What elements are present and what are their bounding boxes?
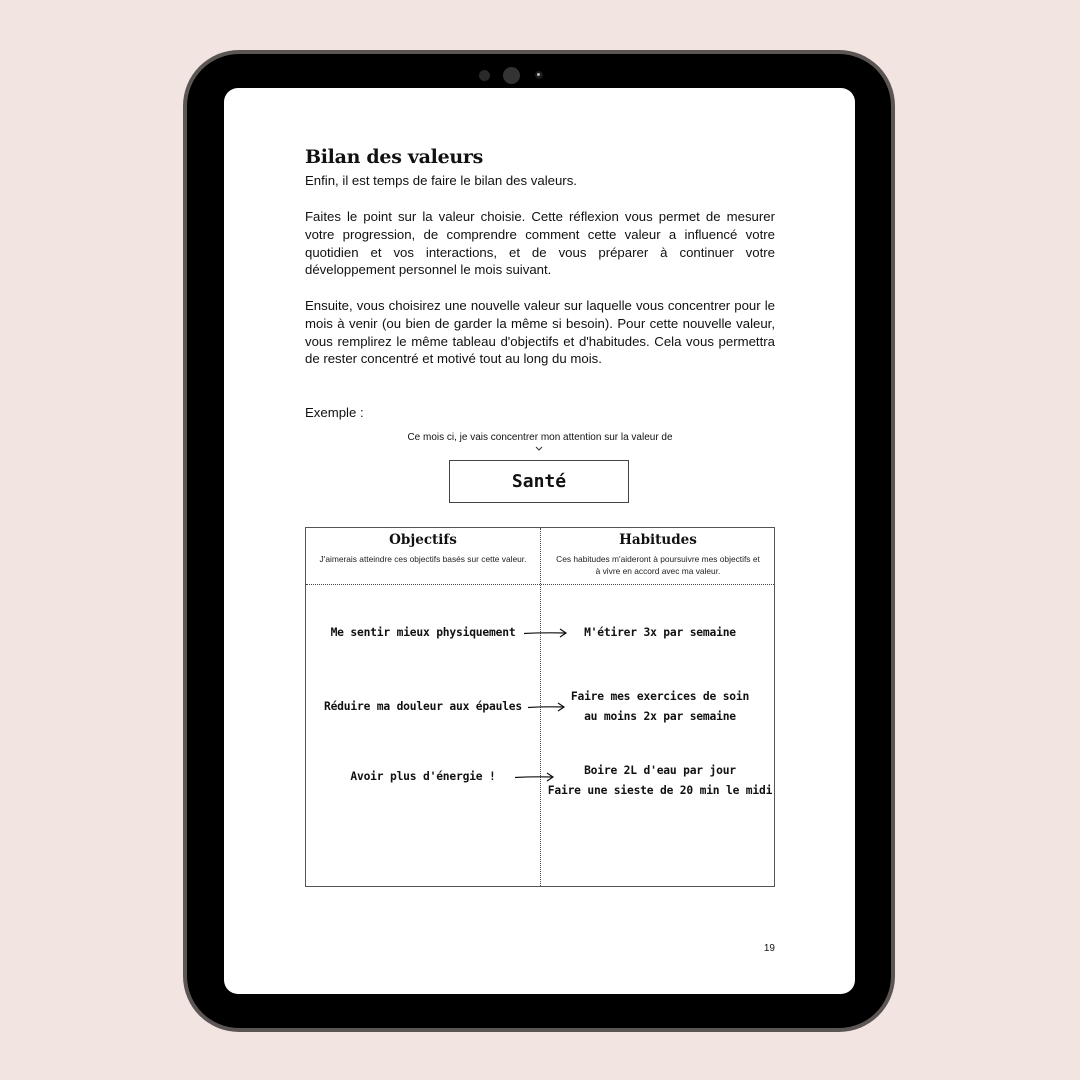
objectifs-subtitle: J'aimerais atteindre ces objectifs basés sur cette valeur. <box>319 554 527 564</box>
habit-3-line-2: Faire une sieste de 20 min le midi <box>547 784 773 797</box>
objective-1: Me sentir mieux physiquement <box>330 626 516 639</box>
objective-2: Réduire ma douleur aux épaules <box>323 700 523 713</box>
habitudes-header <box>541 531 775 577</box>
next-value-paragraph: Ensuite, vous choisirez une nouvelle valeur sur laquelle vous concentrer pour le mois à venir (ou bien de garder la même si besoin). Pour cette nouvelle valeur, vous remplirez le même tableau d'objectifs et d'habitudes. Cela vous permettra de rester concentré et motivé tout au long du mois. <box>305 298 775 367</box>
habit-1: M'étirer 3x par semaine <box>584 626 736 639</box>
habit-2-line-1: Faire mes exercices de soin <box>570 690 750 703</box>
value-prompt: Ce mois ci, je vais concentrer mon attention sur la valeur de <box>407 432 673 443</box>
chosen-value: Santé <box>511 471 567 492</box>
document-page <box>224 88 855 994</box>
page-title: Bilan des valeurs <box>305 146 483 168</box>
habitudes-subtitle: Ces habitudes m'aideront à poursuivre mes objectifs et à vivre en accord avec ma valeur. <box>556 554 760 576</box>
reflection-paragraph: Faites le point sur la valeur choisie. Cette réflexion vous permet de mesurer votre progression, de comprendre comment cette valeur a influencé votre quotidien et vos interactions, et de vous préparer à continuer votre développement personnel le mois suivant. <box>305 209 775 278</box>
habit-2-line-2: au moins 2x par semaine <box>584 710 736 723</box>
objectifs-title: Objectifs <box>389 532 457 548</box>
objectives-habits-table <box>305 527 775 887</box>
camera-lens-icon <box>535 71 543 79</box>
page-number: 19 <box>763 943 775 954</box>
chevron-down-icon <box>535 446 543 451</box>
example-label: Exemple : <box>305 405 364 420</box>
habitudes-title: Habitudes <box>619 532 697 548</box>
intro-paragraph: Enfin, il est temps de faire le bilan des valeurs. <box>305 173 577 188</box>
value-box <box>449 460 629 503</box>
habit-3-line-1: Boire 2L d'eau par jour <box>584 764 736 777</box>
objective-3: Avoir plus d'énergie ! <box>350 770 496 783</box>
sensor-icon <box>479 70 490 81</box>
objectifs-header <box>306 531 540 565</box>
camera-icon <box>503 67 520 84</box>
header-divider <box>306 584 774 585</box>
